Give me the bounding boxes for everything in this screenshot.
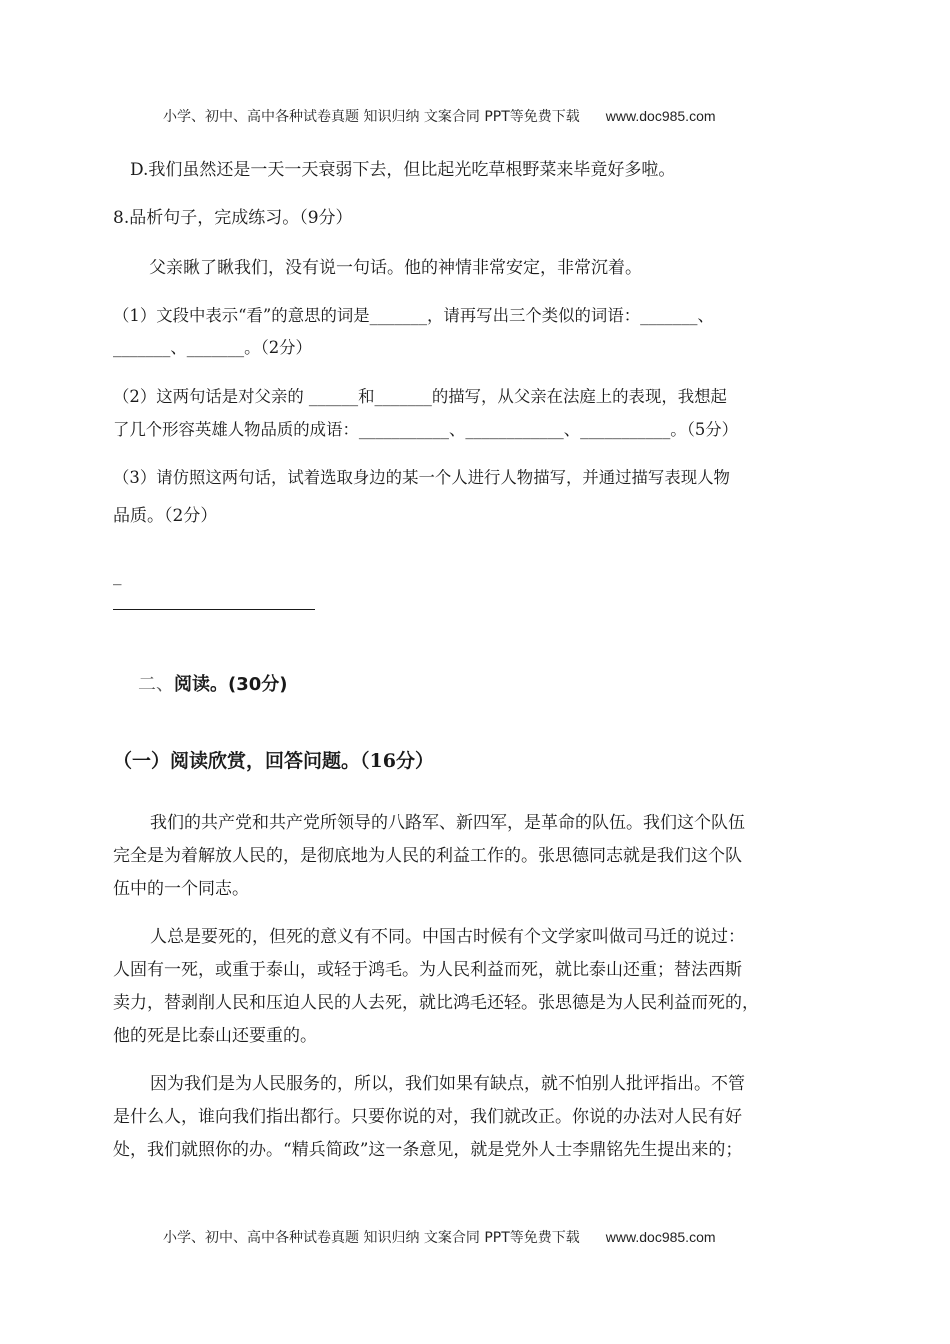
part1-p2-l4: 他的死是比泰山还要重的。 — [113, 1026, 317, 1046]
section2-main: 阅读。(30分) — [174, 674, 288, 695]
part1-p1-l2: 完全是为着解放人民的，是彻底地为人民的利益工作的。张思德同志就是我们这个队 — [113, 846, 742, 866]
page-footer — [163, 1227, 716, 1247]
part1-p2-l2: 人固有一死，或重于泰山，或轻于鸿毛。为人民利益而死，就比泰山还重；替法西斯 — [113, 960, 742, 980]
header-text: 小学、初中、高中各种试卷真题 知识归纳 文案合同 PPT等免费下载 — [163, 109, 580, 125]
section2-prefix: 二、 — [138, 674, 174, 695]
part1-p2-l1: 人总是要死的，但死的意义有不同。中国古时候有个文学家叫做司马迁的说过： — [150, 927, 745, 947]
part1-p2-l3: 卖力，替剥削人民和压迫人民的人去死，就比鸿毛还轻。张思德是为人民利益而死的， — [113, 993, 759, 1013]
part1-p3-l2: 是什么人，谁向我们指出都行。只要你说的对，我们就改正。你说的办法对人民有好 — [113, 1107, 742, 1127]
header-site-link[interactable]: www.doc985.com — [605, 108, 716, 124]
q8-sub1-line2: _______、_______。（2分） — [113, 338, 312, 357]
part1-p3-l3: 处，我们就照你的办。“精兵简政”这一条意见，就是党外人士李鼎铭先生提出来的； — [113, 1140, 743, 1160]
q8-sub2-line2: 了几个形容英雄人物品质的成语：___________、____________、___________。（5分） — [113, 420, 739, 439]
part1-p1-l1: 我们的共产党和共产党所领导的八路军、新四军，是革命的队伍。我们这个队伍 — [150, 813, 745, 833]
page-header — [163, 106, 716, 126]
q8-title: 8.品析句子，完成练习。（9分） — [113, 208, 353, 228]
q8-passage: 父亲瞅了瞅我们，没有说一句话。他的神情非常安定，非常沉着。 — [149, 258, 642, 278]
q8-sub3-line1: （3）请仿照这两句话，试着选取身边的某一个人进行人物描写，并通过描写表现人物 — [113, 468, 730, 487]
footer-site-link[interactable]: www.doc985.com — [605, 1229, 716, 1245]
q8-sub2-line1: （2）这两句话是对父亲的 ______和_______的描写，从父亲在法庭上的表现，我想起 — [113, 387, 727, 406]
part1-p1-l3: 伍中的一个同志。 — [113, 879, 249, 899]
section2-title — [138, 670, 288, 696]
footer-text: 小学、初中、高中各种试卷真题 知识归纳 文案合同 PPT等免费下载 — [163, 1230, 580, 1246]
answer-blank-mark: _ — [113, 566, 122, 586]
part1-title: （一）阅读欣赏，回答问题。（16分） — [113, 750, 434, 772]
q8-sub1-line1: （1）文段中表示“看”的意思的词是_______，请再写出三个类似的词语：_______、 — [113, 306, 714, 325]
answer-line — [113, 609, 315, 610]
q7-option-d: D.我们虽然还是一天一天衰弱下去，但比起光吃草根野菜来毕竟好多啦。 — [130, 160, 676, 180]
q8-sub3-line2: 品质。（2分） — [113, 506, 218, 526]
part1-p3-l1: 因为我们是为人民服务的，所以，我们如果有缺点，就不怕别人批评指出。不管 — [150, 1074, 745, 1094]
